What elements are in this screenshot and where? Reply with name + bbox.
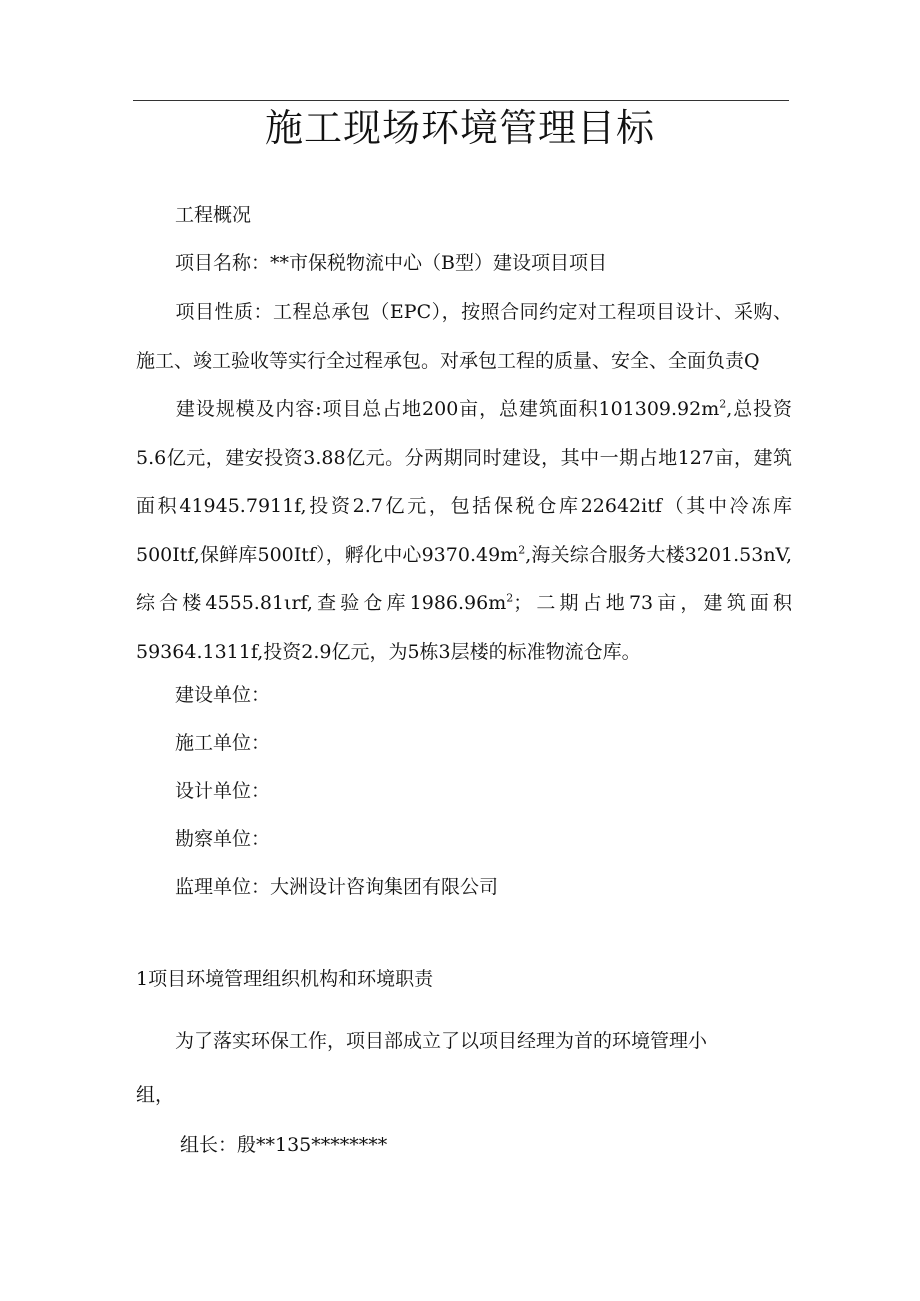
superscript-2: 2 bbox=[719, 397, 727, 411]
project-name: 项目名称：**市保税物流中心（B型）建设项目项目 bbox=[175, 252, 607, 274]
superscript-2: 2 bbox=[506, 592, 514, 606]
superscript-2: 2 bbox=[518, 543, 526, 557]
construction-unit: 建设单位： bbox=[175, 684, 271, 706]
project-nature bbox=[136, 288, 792, 385]
project-nature-text: 项目性质：工程总承包（EPC），按照合同约定对工程项目设计、采购、施工、竣工验收等实行全过程承包。对承包工程的质量、安全、全面负责Q bbox=[136, 301, 792, 372]
section1-heading: 1项目环境管理组织机构和环境职责 bbox=[136, 968, 434, 990]
section1-text-line1: 为了落实环保工作，项目部成立了以项目经理为首的环境管理小 bbox=[175, 1030, 708, 1052]
scale-text-2: ,总投资5.6亿元，建安投资3.88亿元。分两期同时建设，其中一期占地127亩，建筑面积41945.7911f,投资2.7亿元，包括保税仓库22642itf（其中冷冻库500Itf,保鲜库500Itf），孵化中心9370.49m bbox=[136, 398, 792, 566]
design-unit: 设计单位： bbox=[175, 780, 271, 802]
contractor-unit: 施工单位： bbox=[175, 732, 271, 754]
supervision-unit: 监理单位：大洲设计咨询集团有限公司 bbox=[175, 876, 499, 898]
scale-text-4: ；二期占地73亩，建筑面积59364.1311f,投资2.9亿元，为5栋3层楼的标准物流仓库。 bbox=[136, 592, 792, 663]
section1-text-line2: 组， bbox=[136, 1084, 175, 1106]
scale-text-1: 建设规模及内容:项目总占地200亩，总建筑面积101309.92m bbox=[175, 398, 720, 420]
scale-text-3: ,海关综合服务大楼3201.53nV,综合楼4555.81ιrf,查验仓库1986.96m bbox=[136, 543, 792, 615]
group-leader: 组长：殷**135******** bbox=[180, 1134, 388, 1156]
header-rule bbox=[133, 100, 789, 101]
document-title: 施工现场环境管理目标 bbox=[264, 106, 655, 150]
overview-heading: 工程概况 bbox=[175, 204, 252, 226]
construction-scale bbox=[136, 385, 792, 677]
survey-unit: 勘察单位： bbox=[175, 828, 271, 850]
